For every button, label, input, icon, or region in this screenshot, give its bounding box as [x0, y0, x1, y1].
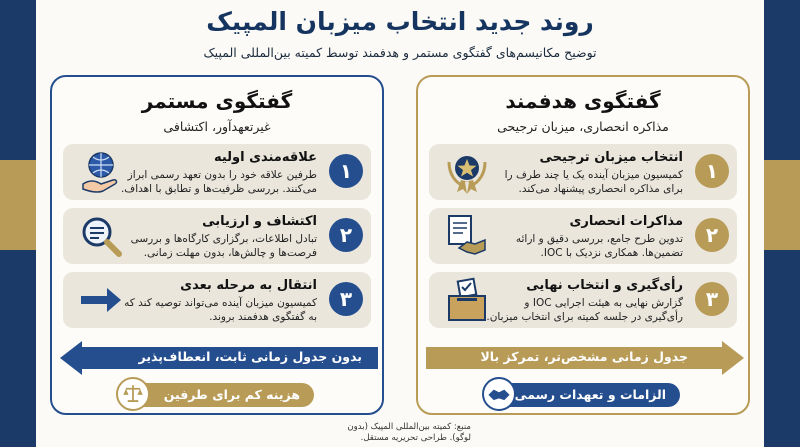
continuous-step-3 [63, 272, 371, 328]
step-number: ۲ [695, 218, 729, 252]
pill-label: الزامات و تعهدات رسمی [514, 387, 666, 402]
step-number: ۳ [695, 282, 729, 316]
continuous-step-2 [63, 208, 371, 264]
step-title: علاقه‌مندی اولیه [213, 150, 317, 165]
step-description: تدوین طرح جامع، بررسی دقیق و ارائه تضمین‌ها. همکاری نزدیک با IOC. [515, 233, 683, 259]
continuous-heading: گفتگوی مستمر [141, 89, 293, 113]
step-title: رأی‌گیری و انتخاب نهایی [526, 278, 683, 293]
step-number: ۱ [329, 154, 363, 188]
magnifier-icon [77, 212, 125, 260]
step-description: کمیسیون میزبان آینده یک یا چند طرف را برای مذاکره انحصاری پیشنهاد می‌کند. [504, 169, 683, 195]
step-title: مذاکرات انحصاری [569, 214, 683, 229]
scales-icon [116, 377, 150, 411]
targeted-step-1 [429, 144, 737, 200]
targeted-heading: گفتگوی هدفمند [505, 89, 661, 113]
step-description: کمیسیون میزبان آینده می‌تواند توصیه کند که به گفتگوی هدفمند بروند. [124, 297, 317, 323]
targeted-banner-text: جدول زمانی مشخص‌تر، تمرکز بالا [480, 349, 688, 364]
pill-label: هزینه کم برای طرفین [163, 387, 300, 402]
globe-hand-icon [77, 148, 125, 196]
left-edge-band [0, 0, 36, 447]
page-subtitle: توضیح مکانیسم‌های گفتگوی مستمر و هدفمند توسط کمیته بین‌المللی المپیک [203, 45, 597, 60]
targeted-commitment-pill [490, 383, 680, 407]
arrow-right-icon [77, 276, 125, 324]
targeted-subheading: مذاکره انحصاری، میزبان ترجیحی [497, 119, 669, 134]
targeted-step-2 [429, 208, 737, 264]
step-description: گزارش نهایی به هیئت اجرایی IOC و رأی‌گیری در جلسه کمیته برای انتخاب میزبان. [486, 297, 683, 323]
step-number: ۱ [695, 154, 729, 188]
targeted-step-3 [429, 272, 737, 328]
step-description: طرفین علاقه خود را بدون تعهد رسمی ابراز می‌کنند. بررسی ظرفیت‌ها و تطابق با اهداف. [120, 169, 317, 195]
continuous-dialogue-panel [50, 75, 384, 415]
targeted-dialogue-panel [416, 75, 750, 415]
star-medal-icon [443, 148, 491, 196]
infographic-sheet [36, 0, 764, 447]
ballot-box-icon [443, 276, 491, 324]
step-title: انتخاب میزبان ترجیحی [539, 150, 683, 165]
continuous-subheading: غیرتعهدآور، اکتشافی [163, 119, 271, 134]
step-number: ۳ [329, 282, 363, 316]
step-number: ۲ [329, 218, 363, 252]
continuous-step-1 [63, 144, 371, 200]
continuous-banner-text: بدون جدول زمانی ثابت، انعطاف‌پذیر [138, 349, 362, 364]
continuous-cost-pill [124, 383, 314, 407]
document-handshake-icon [443, 212, 491, 260]
right-edge-band [764, 0, 800, 447]
step-description: تبادل اطلاعات، برگزاری کارگاه‌ها و بررسی فرصت‌ها و چالش‌ها، بدون مهلت زمانی. [130, 233, 317, 259]
step-title: اکتشاف و ارزیابی [202, 214, 317, 229]
page-title: روند جدید انتخاب میزبان المپیک [206, 7, 594, 36]
step-title: انتقال به مرحله بعدی [180, 278, 317, 293]
handshake-icon [482, 377, 516, 411]
source-note: منبع: کمیته بین‌المللی المپیک (بدون لوگو). طراحی تحریریه مستقل. [347, 422, 471, 443]
